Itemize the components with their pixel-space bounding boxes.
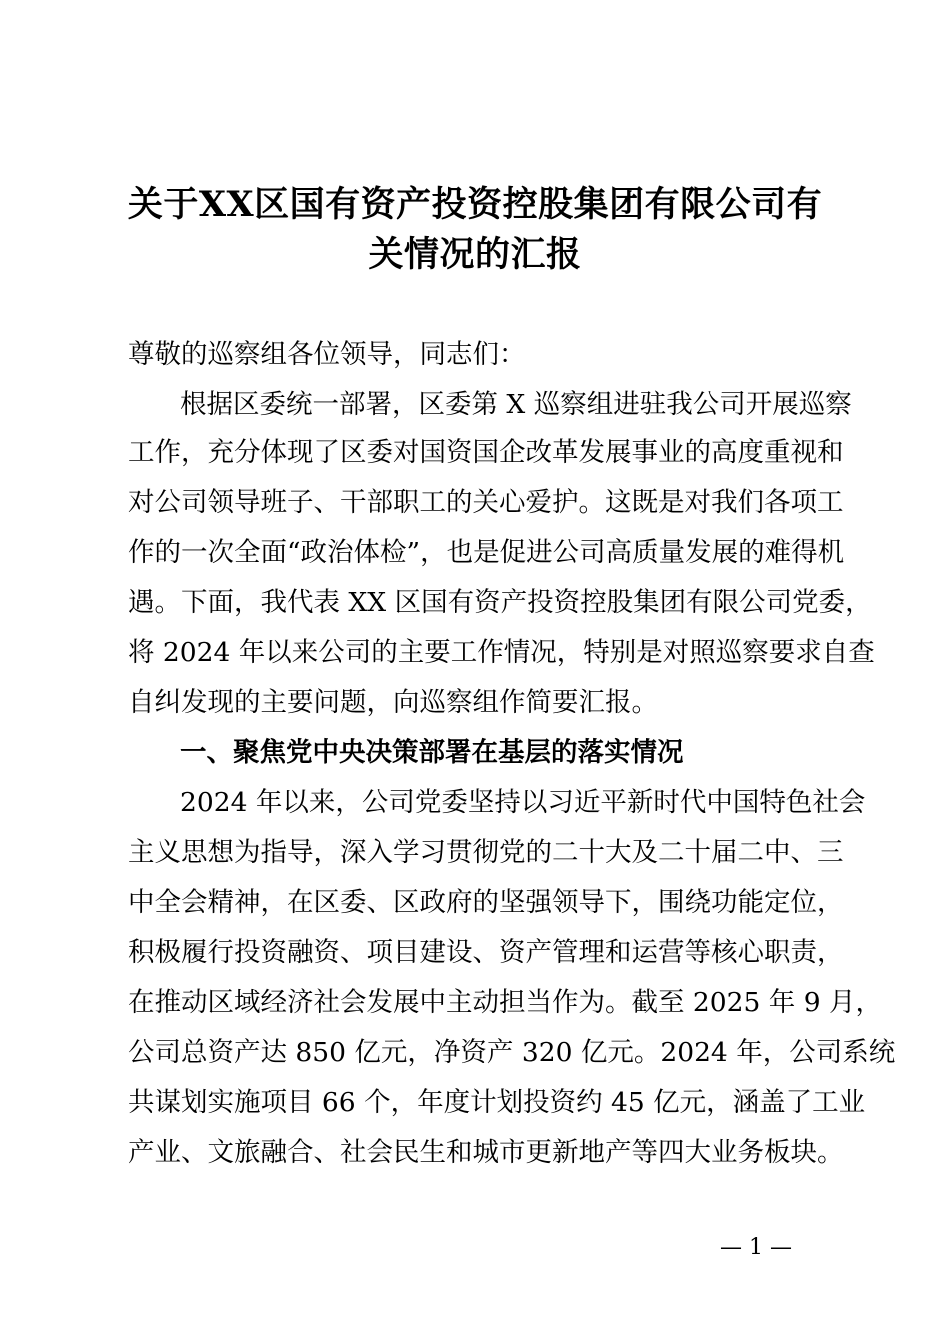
section-line: 产业、文旅融合、社会民生和城市更新地产等四大业务板块。 bbox=[128, 1137, 844, 1168]
document-title-line-2: 关情况的汇报 bbox=[368, 234, 582, 275]
intro-line: 工作，充分体现了区委对国资国企改革发展事业的高度重视和 bbox=[128, 437, 844, 468]
document-title-line-1: 关于XX区国有资产投资控股集团有限公司有 bbox=[127, 184, 823, 225]
intro-line: 自纠发现的主要问题，向巡察组作简要汇报。 bbox=[128, 687, 658, 718]
section-line: 在推动区域经济社会发展中主动担当作为。截至 2025 年 9 月， bbox=[128, 987, 882, 1018]
section-heading: 一、聚焦党中央决策部署在基层的落实情况 bbox=[180, 737, 684, 768]
intro-line: 根据区委统一部署，区委第 X 巡察组进驻我公司开展巡察 bbox=[180, 389, 852, 420]
section-line: 公司总资产达 850 亿元，净资产 320 亿元。2024 年，公司系统 bbox=[128, 1037, 896, 1068]
section-line: 积极履行投资融资、项目建设、资产管理和运营等核心职责， bbox=[128, 937, 844, 968]
section-line: 2024 年以来，公司党委坚持以习近平新时代中国特色社会 bbox=[180, 787, 866, 818]
section-line: 主义思想为指导，深入学习贯彻党的二十大及二十届二中、三 bbox=[128, 837, 844, 868]
intro-line: 遇。下面，我代表 XX 区国有资产投资控股集团有限公司党委， bbox=[128, 587, 872, 618]
page-number: — 1 — bbox=[720, 1235, 792, 1260]
intro-line: 作的一次全面“政治体检”，也是促进公司高质量发展的难得机 bbox=[128, 537, 845, 568]
section-line: 中全会精神，在区委、区政府的坚强领导下，围绕功能定位， bbox=[128, 887, 844, 918]
section-line: 共谋划实施项目 66 个，年度计划投资约 45 亿元，涵盖了工业 bbox=[128, 1087, 866, 1118]
intro-line: 对公司领导班子、干部职工的关心爱护。这既是对我们各项工 bbox=[128, 487, 844, 518]
intro-line: 将 2024 年以来公司的主要工作情况，特别是对照巡察要求自查 bbox=[128, 637, 875, 668]
salutation: 尊敬的巡察组各位领导，同志们： bbox=[128, 339, 526, 370]
